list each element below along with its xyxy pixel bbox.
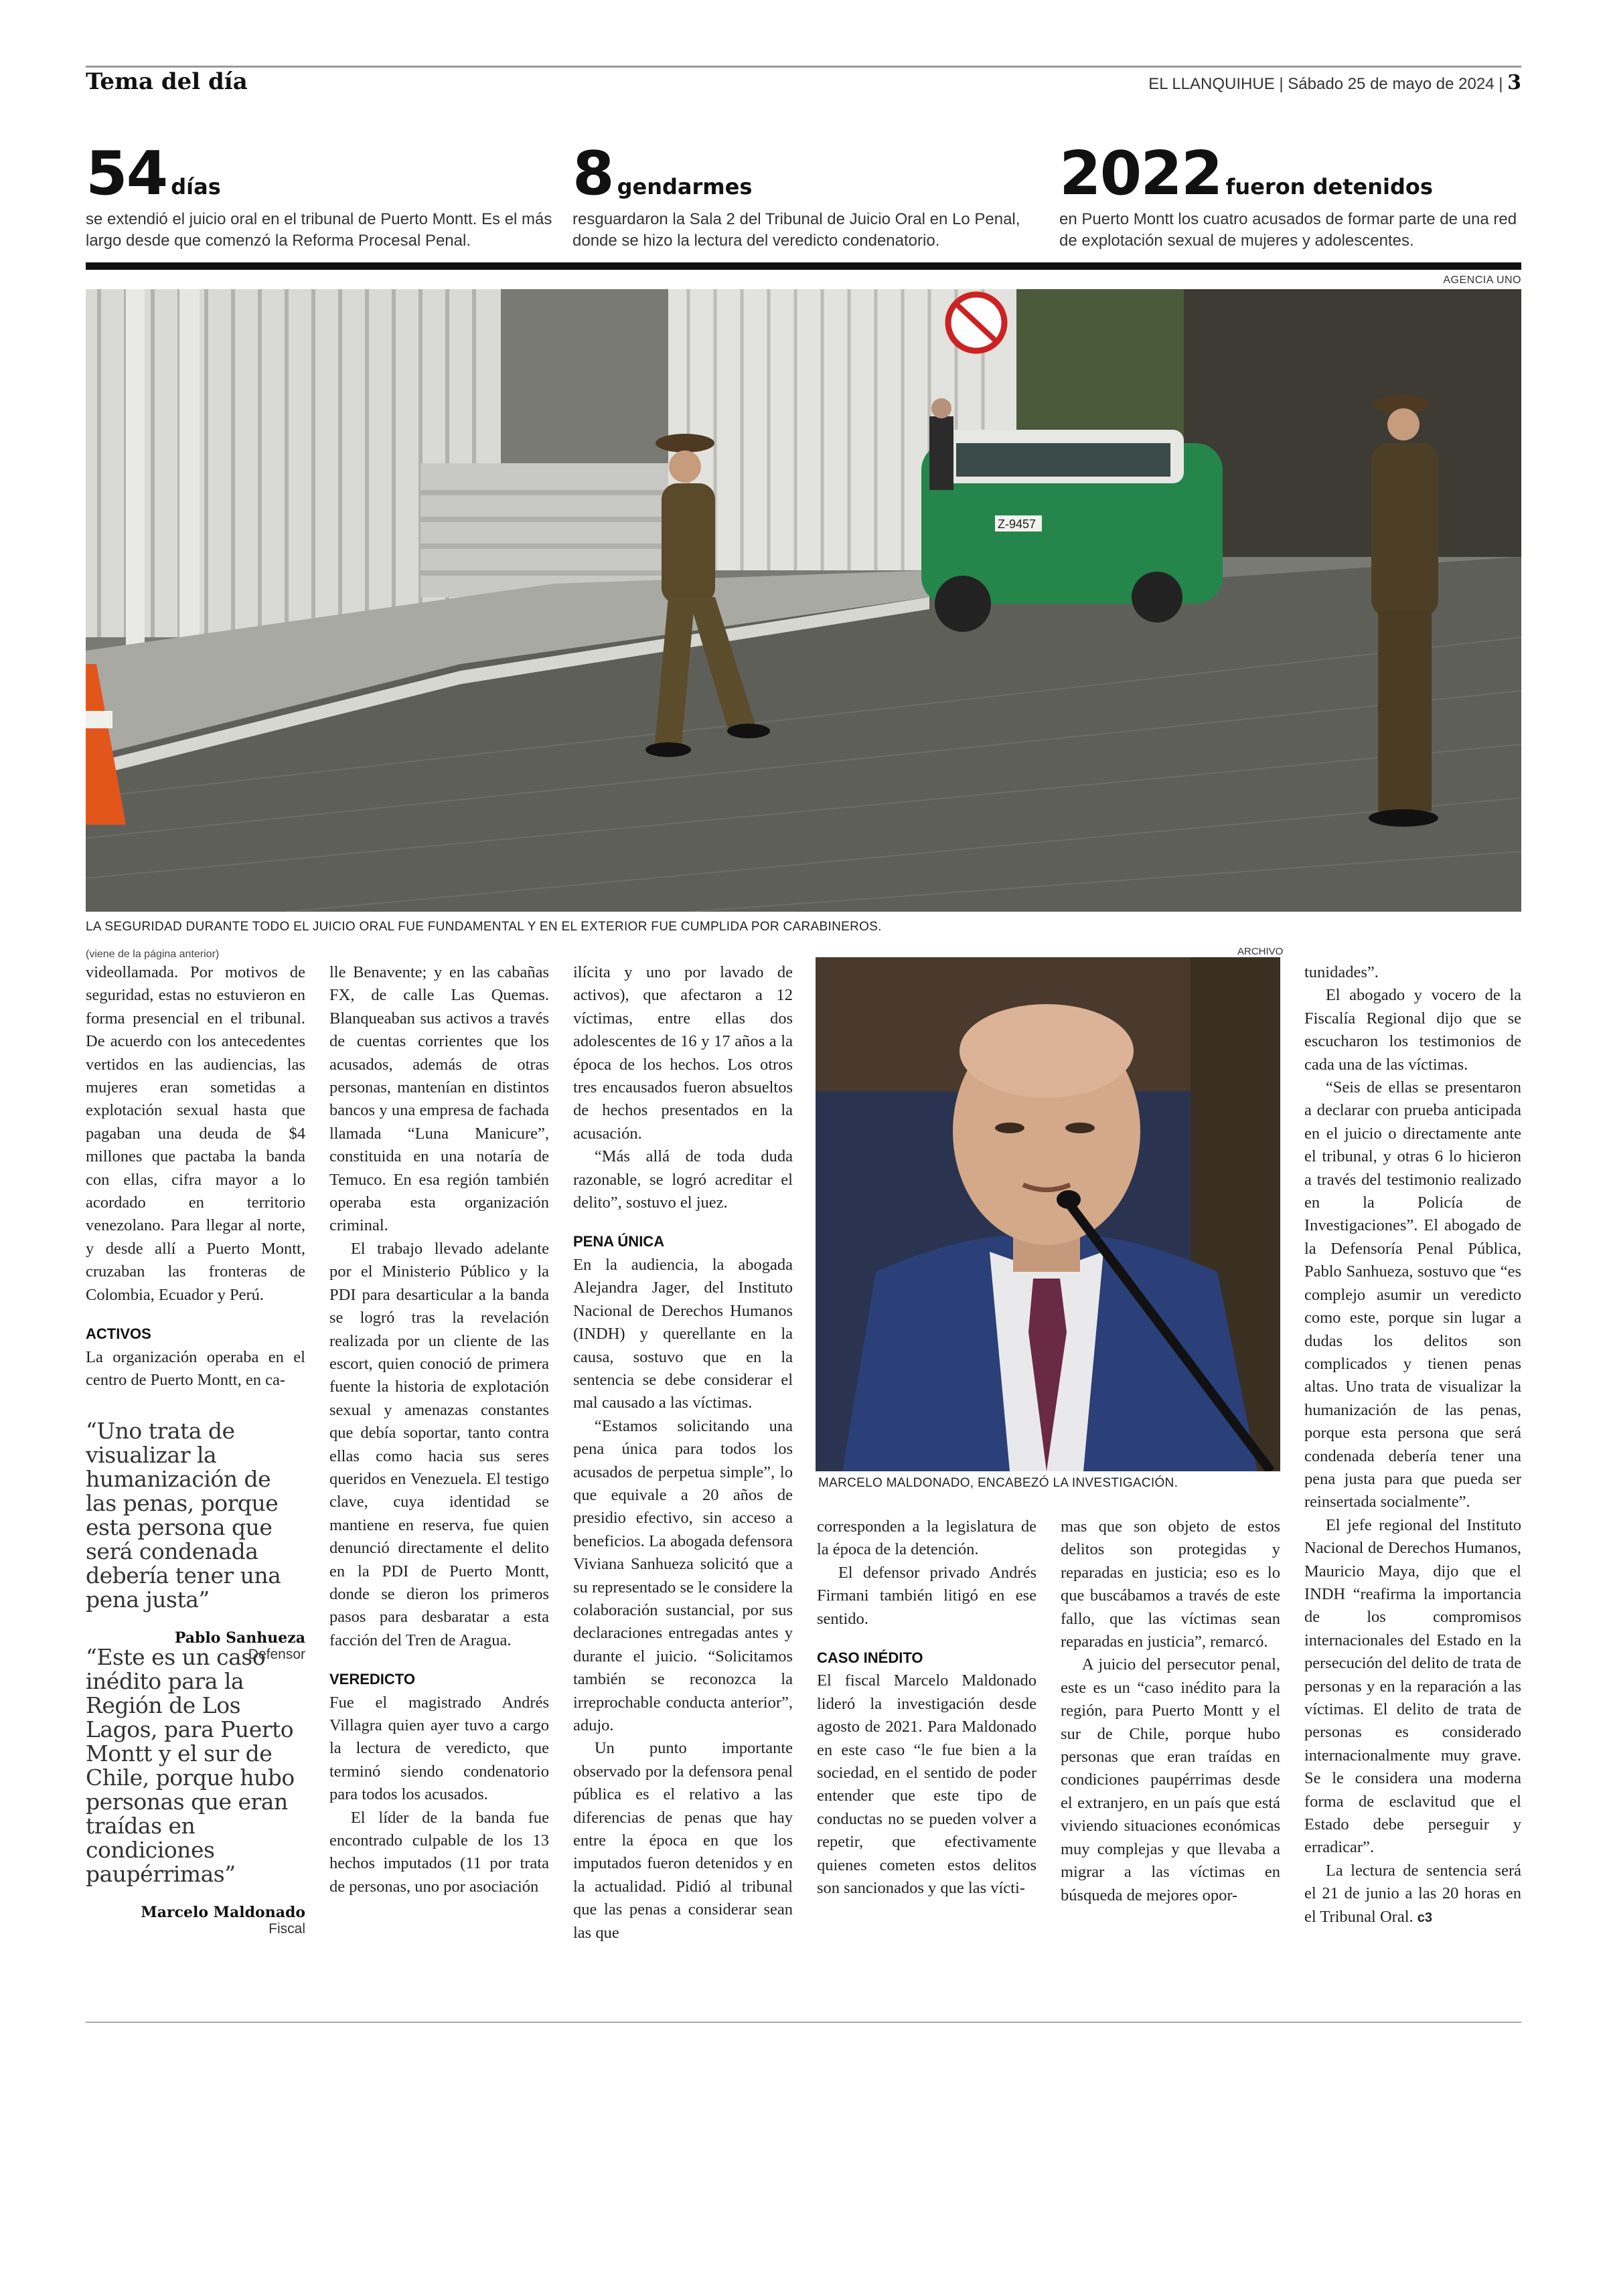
pull-quote-role: Defensor (248, 1647, 305, 1662)
photo-credit: AGENCIA UNO (1443, 274, 1521, 286)
article-column-3 (573, 961, 793, 1945)
paragraph: tunidades”. (1304, 963, 1379, 981)
article-column-2 (329, 961, 549, 1898)
paragraph (1304, 1860, 1521, 1929)
issue-date: Sábado 25 de mayo de 2024 (1288, 75, 1495, 93)
subhead: PENA ÚNICA (573, 1233, 665, 1250)
paragraph: corresponden a la legislatura de la época de la detención. (817, 1518, 1037, 1559)
page-number: 3 (1507, 71, 1521, 94)
paragraph: Fue el magistrado Andrés Villagra quien ayer tuvo a cargo la lectura de veredicto, que terminó siendo condenatorio para todos los acusados. (329, 1693, 549, 1804)
pull-quote (86, 1419, 305, 1663)
stats-rule (86, 262, 1521, 270)
paragraph: En la audiencia, la abogada Alejandra Jager, del Instituto Nacional de Derechos Humanos (INDH) y querellante en la causa, sostuvo que en la sentencia se debe considerar el mal causado a las víctimas. (573, 1255, 793, 1412)
paragraph: El líder de la banda fue encontrado culpable de los 13 hechos imputados (11 por trata de personas, uno por asociación (329, 1808, 549, 1896)
paragraph: El defensor privado Andrés Firmani también litigó en ese sentido. (817, 1563, 1037, 1628)
paragraph: La organización operaba en el centro de Puerto Montt, en ca- (86, 1347, 305, 1389)
article-column-5 (1061, 1515, 1280, 1907)
pull-quote-name: Pablo Sanhueza (174, 1629, 305, 1647)
pull-quote-role: Fiscal (269, 1921, 305, 1937)
article-column-4 (817, 1515, 1037, 1900)
stat-unit: fueron detenidos (1225, 174, 1433, 199)
bottom-rule (86, 2022, 1521, 2023)
license-plate: Z-9457 (998, 517, 1037, 531)
stat-description: resguardaron la Sala 2 del Tribunal de Juicio Oral en Lo Penal, donde se hizo la lectura del veredicto condenatorio. (572, 210, 1020, 250)
portrait-caption: MARCELO MALDONADO, ENCABEZÓ LA INVESTIGACIÓN. (818, 1476, 1178, 1490)
subhead: CASO INÉDITO (817, 1649, 923, 1667)
stat-description: en Puerto Montt los cuatro acusados de formar parte de una red de explotación sexual de mujeres y adolescentes. (1059, 210, 1517, 250)
photo-caption: LA SEGURIDAD DURANTE TODO EL JUICIO ORAL FUE FUNDAMENTAL Y EN EL EXTERIOR FUE CUMPLIDA POR CARABINEROS. (86, 920, 882, 934)
portrait-photo (816, 957, 1280, 1471)
paragraph: “Más allá de toda duda razonable, se logró acreditar el delito”, sostuvo el juez. (573, 1147, 793, 1212)
masthead: EL LLANQUIHUE | Sábado 25 de mayo de 2024 | 3 (1148, 71, 1521, 94)
pull-quote (86, 1645, 305, 1937)
stat-block (1059, 139, 1528, 252)
paragraph: A juicio del persecutor penal, este es un “caso inédito para la región, para Puerto Montt y el sur de Chile, porque hubo personas que eran traídas en condiciones paupérrimas desde el extranjero, en un país que está viviendo situaciones económicas muy complejas y que llevaba a migrar a las víctimas en búsqueda de mejores opor- (1061, 1655, 1280, 1904)
stat-block (86, 139, 554, 252)
paragraph: Un punto importante observado por la defensora penal pública es el relativo a las diferencias de penas que hay entre la época en que los imputados fueron detenidos y en la actualidad. Pidió al tribunal que las penas a considerar sean las que (573, 1739, 793, 1942)
continued-note: (viene de la página anterior) (86, 949, 220, 960)
subhead: VEREDICTO (329, 1671, 415, 1688)
stat-block (572, 139, 1041, 252)
paragraph: videollamada. Por motivos de seguridad, estas no estuvieron en forma presencial en el tribunal. De acuerdo con los antecedentes vertidos en las audiencias, las mujeres eran sometidas a explotación sexual hasta que pagaban una deuda de $4 millones que pactaba la banda con ellas, cifra mayor a lo acordado en territorio venezolano. Para llegar al norte, y desde allí a Puerto Montt, cruzaban las fronteras de Colombia, Ecuador y Perú. (86, 963, 305, 1304)
paragraph: lle Benavente; y en las cabañas FX, de calle Las Quemas. Blanqueaban sus activos a través de cuentas corrientes que los acusados, además de otras personas, mantenían en distintos bancos y una empresa de fachada llamada “Luna Manicure”, constituida en una notaría de Temuco. En esa región también operaba esta organización criminal. (329, 963, 549, 1235)
pull-quote-text: “Uno trata de visualizar la humanización de las penas, porque esta persona que será condenada debería tener una pena justa” (86, 1418, 281, 1613)
stat-unit: días (171, 174, 221, 199)
main-photo (86, 289, 1521, 912)
paragraph: “Seis de ellas se presentaron a declarar con prueba anticipada en el juicio o directamente ante el tribunal, y otras 6 lo hicieron a través del testimonio realizado en la Policía de Investigaciones”. El abogado de la Defensoría Penal Pública, Pablo Sanhueza, sostuvo que “es complejo asumir un veredicto como este, porque sin lugar a dudas los delitos son complicados y tienen penas altas. Uno trata de visualizar la humanización de las penas, porque esta persona que será condenada debería tener una pena justa para que pueda ser reinsertada socialmente”. (1304, 1078, 1521, 1511)
article-column-1 (86, 948, 305, 1392)
section-label: Tema del día (86, 68, 248, 95)
paragraph: ilícita y uno por lavado de activos), que afectaron a 12 víctimas, entre ellas dos adolescentes de 16 y 17 años a la época de los hechos. Los otros tres encausados fueron absueltos de hechos presentados en la acusación. (573, 963, 793, 1143)
stat-description: se extendió el juicio oral en el tribunal de Puerto Montt. Es el más largo desde que comenzó la Reforma Procesal Penal. (86, 210, 552, 250)
paragraph: El abogado y vocero de la Fiscalía Regional dijo que se escucharon los testimonios de cada una de las víctimas. (1304, 986, 1521, 1074)
newspaper-name: EL LLANQUIHUE (1148, 75, 1275, 93)
stat-number: 8 (572, 139, 613, 209)
stat-number: 2022 (1059, 139, 1222, 209)
paragraph: El trabajo llevado adelante por el Ministerio Público y la PDI para desarticular a la banda se logró tras la revelación realizada por un cliente de las escort, quien conoció de primera fuente la historia de explotación sexual y amenazas constantes que debía soportar, tanto contra ellas como hacia sus seres queridos en Venezuela. El testigo clave, cuya identidad se mantiene en reserva, fue quien denunció directamente el delito en la PDI de Puerto Montt, donde se dieron los primeros pasos para desbaratar a esta facción del Tren de Aragua. (329, 1239, 549, 1649)
article-column-6 (1304, 961, 1521, 1929)
closing-sentence: La lectura de sentencia será el 21 de junio a las 20 horas en el Tribunal Oral. (1304, 1861, 1521, 1926)
stat-number: 54 (86, 139, 167, 209)
header-rule (86, 66, 1521, 68)
paragraph: mas que son objeto de estos delitos son protegidas y reparadas en justicia; eso es lo que buscábamos a través de este fallo, que las víctimas sean reparadas en justicia”, remarcó. (1061, 1518, 1280, 1651)
paragraph: “Estamos solicitando una pena única para todos los acusados de perpetua simple”, lo que equivale a 20 años de presidio efectivo, sin acceso a beneficios. La abogada defensora Viviana Sanhueza solicitó que a su representado se le considere la colaboración sustancial, por sus declaraciones entregadas antes y durante el juicio. “Solicitamos también se reconozca la irreprochable conducta anterior”, adujo. (573, 1416, 793, 1734)
paragraph: El fiscal Marcelo Maldonado lideró la investigación desde agosto de 2021. Para Maldonado en este caso “le fue bien a la sociedad, en el sentido de poder entender que este tipo de conductas no se pueden volver a repetir, que efectivamente quienes cometen estos delitos son sancionados y que las vícti- (817, 1671, 1037, 1898)
end-mark: c3 (1417, 1910, 1433, 1925)
pull-quote-text: “Este es un caso inédito para la Región de Los Lagos, para Puerto Montt y el sur de Chile, porque hubo personas que eran traídas en condiciones paupérrimas” (86, 1644, 295, 1887)
paragraph: El jefe regional del Instituto Nacional de Derechos Humanos, Mauricio Maya, dijo que el INDH “reafirma la importancia de los compromisos internacionales del Estado en la persecución del delito de trata de personas y en la reparación a las víctimas. El delito de trata de personas es considerado internacionalmente muy grave. Se le considera una moderna forma de esclavitud que el Estado debe perseguir y erradicar”. (1304, 1515, 1521, 1857)
pull-quote-name: Marcelo Maldonado (141, 1904, 305, 1921)
portrait-credit: ARCHIVO (1237, 946, 1284, 957)
subhead: ACTIVOS (86, 1325, 151, 1343)
stat-unit: gendarmes (617, 174, 753, 199)
